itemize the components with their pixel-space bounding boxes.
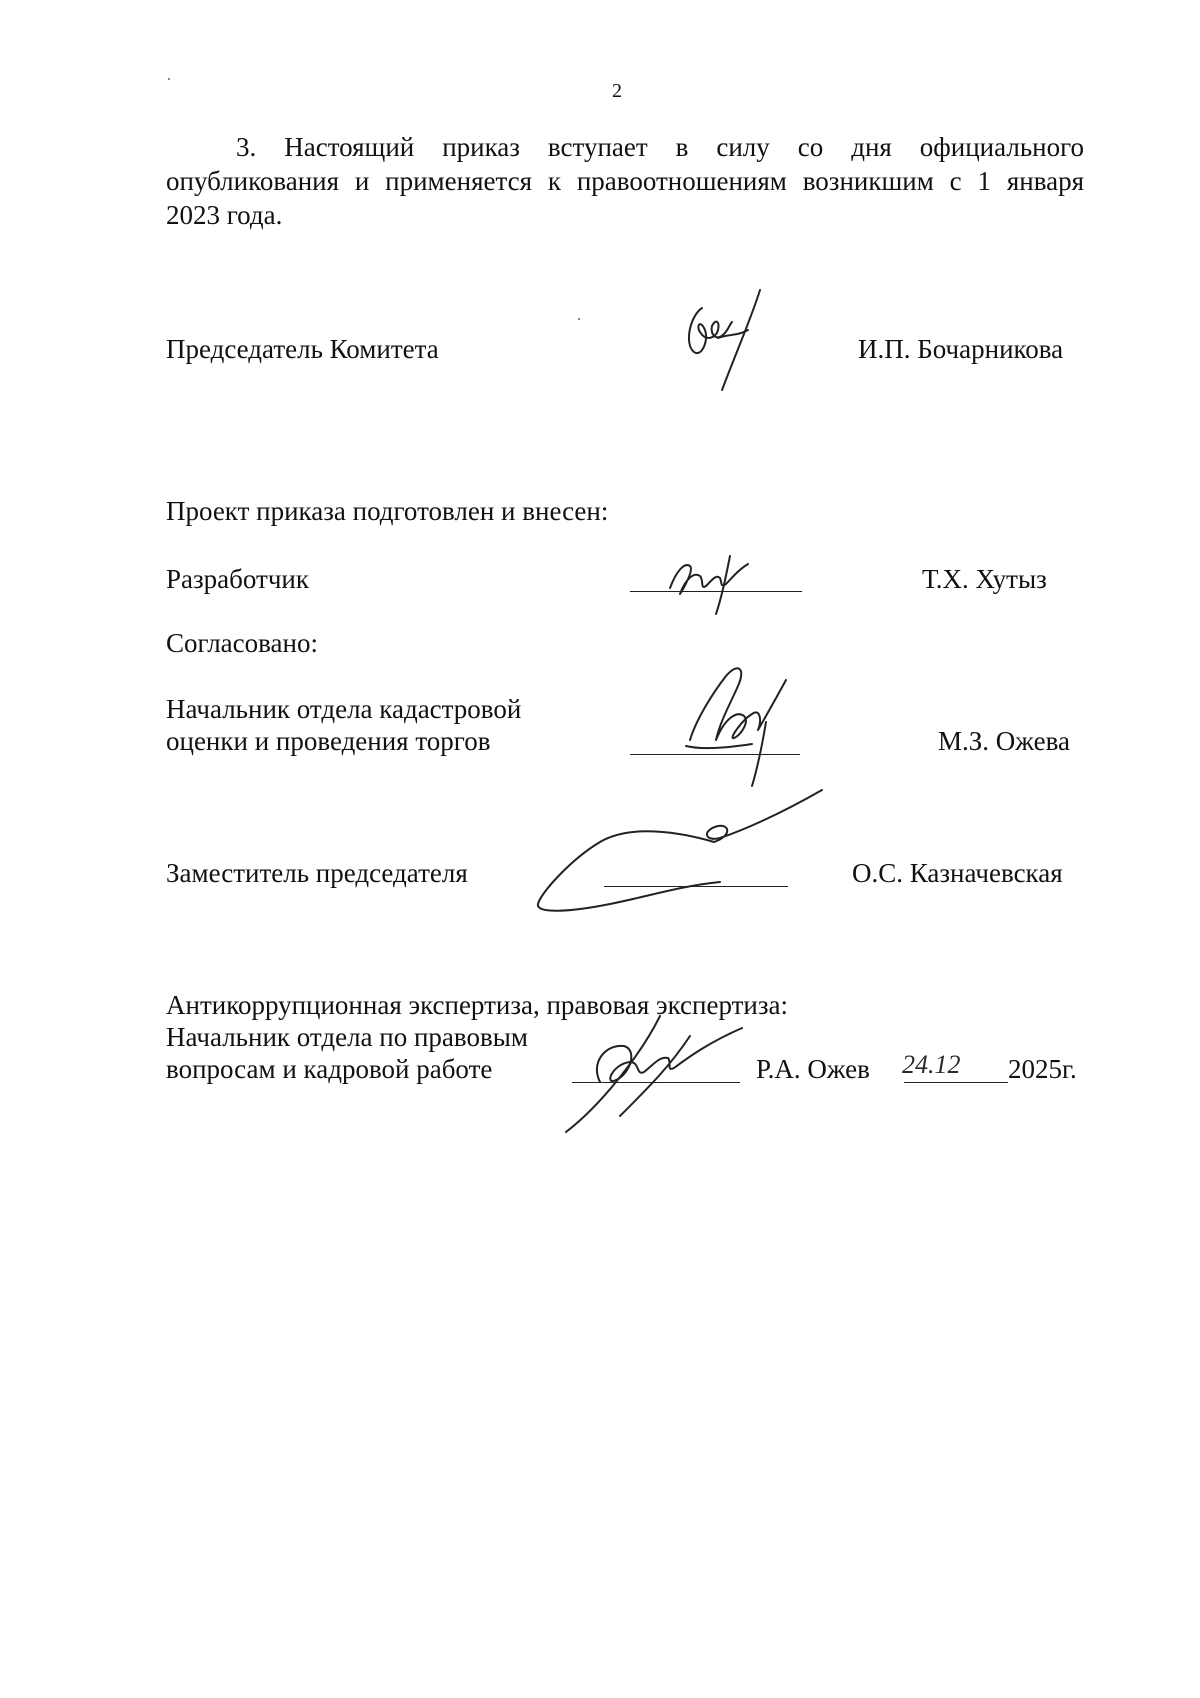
signature-chairman-icon	[672, 286, 772, 392]
legal-head-title-line2: вопросам и кадровой работе	[166, 1054, 493, 1084]
handwritten-date: 24.12	[902, 1050, 961, 1079]
deputy-title: Заместитель председателя	[166, 858, 468, 888]
expertise-heading: Антикоррупционная экспертиза, правовая экспертиза:	[166, 990, 789, 1020]
cadastral-head-name: М.З. Ожева	[938, 726, 1070, 756]
cadastral-head-title-line2: оценки и проведения торгов	[166, 726, 491, 756]
year-suffix: 2025г.	[1008, 1054, 1077, 1084]
clause-line: 3. Настоящий приказ вступает в силу со дня официального	[236, 132, 1084, 162]
scan-speck	[578, 318, 580, 320]
legal-head-title-line1: Начальник отдела по правовым	[166, 1022, 528, 1052]
signature-cadastral-head-icon	[682, 650, 802, 790]
chairman-title: Председатель Комитета	[166, 334, 439, 364]
agreed-heading: Согласовано:	[166, 628, 318, 658]
clause-line: 2023 года.	[166, 200, 283, 230]
developer-title: Разработчик	[166, 564, 309, 594]
cadastral-head-title-line1: Начальник отдела кадастровой	[166, 694, 522, 724]
project-heading: Проект приказа подготовлен и внесен:	[166, 496, 609, 526]
developer-name: Т.Х. Хутыз	[922, 564, 1047, 594]
legal-head-name: Р.А. Ожев	[756, 1054, 870, 1084]
chairman-name: И.П. Бочарникова	[858, 334, 1064, 364]
date-line	[904, 1082, 1008, 1083]
signature-developer-icon	[650, 548, 780, 618]
deputy-name: О.С. Казначевская	[852, 858, 1063, 888]
signature-deputy-icon	[530, 786, 830, 916]
clause-line: опубликования и применяется к правоотношениям возникшим с 1 января	[166, 166, 1084, 196]
clause-paragraph	[166, 130, 1084, 232]
signature-legal-head-icon	[560, 1006, 750, 1136]
page-number: 2	[612, 80, 622, 102]
scan-speck	[168, 78, 170, 80]
